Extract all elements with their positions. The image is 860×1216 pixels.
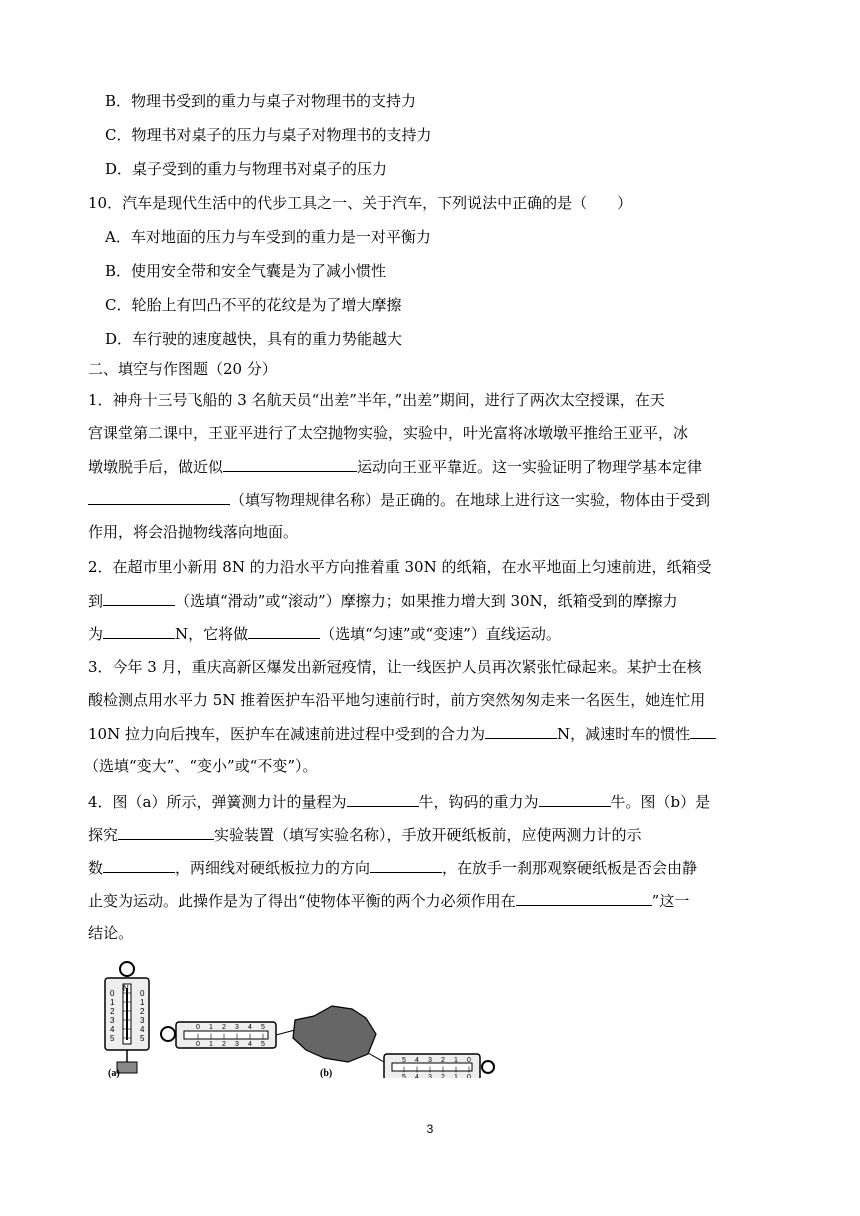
f4-line5: 结论。 <box>88 924 134 942</box>
scale-tick-label: 5 <box>261 1024 265 1031</box>
q10-option-a: A．车对地面的压力与车受到的重力是一对平衡力 <box>105 228 431 246</box>
scale-tick-label: 0 <box>110 989 115 998</box>
scale-tick-label: 5 <box>402 1074 406 1078</box>
scale-tick-label: 1 <box>454 1074 458 1078</box>
f4-line3 <box>88 856 697 879</box>
spring-scale-figure <box>100 958 500 1078</box>
f2-line3 <box>88 622 561 645</box>
scale-tick-label: 1 <box>209 1041 213 1048</box>
f1-line2: 宫课堂第二课中，王亚平进行了太空抛物实验，实验中，叶光富将冰墩墩平推给王亚平，冰 <box>88 424 689 442</box>
f1-text-3a: 墩墩脱手后，做近似 <box>88 458 224 476</box>
answer-blank[interactable] <box>88 488 230 505</box>
f4-line4 <box>88 889 689 912</box>
answer-blank[interactable] <box>103 622 175 639</box>
scale-tick-label: 3 <box>428 1074 432 1078</box>
page-number: 3 <box>426 1122 434 1136</box>
f4-text-1b: 牛，钩码的重力为 <box>418 793 539 811</box>
q10-stem: 10．汽车是现代生活中的代步工具之一、关于汽车，下列说法中正确的是（ ） <box>88 194 633 212</box>
answer-blank[interactable] <box>539 790 611 807</box>
answer-blank[interactable] <box>516 889 652 906</box>
answer-blank[interactable] <box>690 722 716 739</box>
scale-tick-label: 4 <box>110 1025 115 1034</box>
scale-tick-label: 4 <box>415 1057 419 1064</box>
f4-text-3a: 数 <box>88 859 104 877</box>
f3-line2: 酸检测点用水平力 5N 推着医护车沿平地匀速前行时，前方突然匆匆走来一名医生，她连忙用 <box>88 691 706 709</box>
f4-text-1c: 牛。图（b）是 <box>610 793 711 811</box>
f4-text-2a: 探究 <box>88 826 119 844</box>
f3-line4: （选填“变大”、“变小”或“不变”）。 <box>84 757 318 775</box>
f4-text-1a: 4．图（a）所示，弹簧测力计的量程为 <box>88 793 347 811</box>
scale-tick-label: 4 <box>140 1025 145 1034</box>
scale-tick-label: 2 <box>222 1024 226 1031</box>
f2-line2 <box>88 589 678 612</box>
cardboard <box>293 1006 376 1062</box>
f1-line1: 1．神舟十三号飞船的 3 名航天员“出差”半年，”出差”期间，进行了两次太空授课，在天 <box>88 391 665 409</box>
scale-tick-label: 3 <box>235 1024 239 1031</box>
scale-tick-label: 4 <box>248 1024 252 1031</box>
f2-line1: 2．在超市里小新用 8N 的力沿水平方向推着重 30N 的纸箱，在水平地面上匀速前进，纸箱受 <box>88 558 712 576</box>
scale-tick-label: 1 <box>110 998 115 1007</box>
q10-option-c: C．轮胎上有凹凸不平的花纹是为了增大摩擦 <box>105 296 402 314</box>
f3-line3 <box>88 722 716 745</box>
f4-text-3b: ，两细线对硬纸板拉力的方向 <box>175 859 371 877</box>
answer-blank[interactable] <box>118 823 214 840</box>
scale-tick-label: 1 <box>209 1024 213 1031</box>
scale-tick-label: 3 <box>110 1016 115 1025</box>
q9-option-b: B．物理书受到的重力与桌子对物理书的支持力 <box>105 92 417 110</box>
scale-tick-label: 0 <box>196 1024 200 1031</box>
f1-line4 <box>88 488 710 511</box>
scale-tick-label: 5 <box>402 1057 406 1064</box>
answer-blank[interactable] <box>223 455 357 472</box>
scale-tick-label: 3 <box>140 1016 145 1025</box>
f1-text-3b: 运动向王亚平靠近。这一实验证明了物理学基本定律 <box>357 458 703 476</box>
f2-text-3a: 为 <box>88 625 104 643</box>
f4-line1 <box>88 790 710 813</box>
scale-tick-label: 0 <box>140 989 145 998</box>
q10-option-d: D．车行驶的速度越快，具有的重力势能越大 <box>105 330 403 348</box>
answer-blank[interactable] <box>370 856 442 873</box>
scale-tick-label: 5 <box>261 1041 265 1048</box>
f4-line2 <box>88 823 642 846</box>
answer-blank[interactable] <box>248 622 320 639</box>
answer-blank[interactable] <box>347 790 419 807</box>
f1-line3 <box>88 455 702 478</box>
scale-tick-label: 2 <box>441 1074 445 1078</box>
f3-text-3b: N，减速时车的惯性 <box>556 725 691 743</box>
q9-option-d: D．桌子受到的重力与物理书对桌子的压力 <box>105 160 388 178</box>
scale-tick-label: 2 <box>441 1057 445 1064</box>
scale-tick-label: 3 <box>235 1041 239 1048</box>
scale-tick-label: 1 <box>454 1057 458 1064</box>
scale-tick-label: 4 <box>415 1074 419 1078</box>
scale-tick-label: 0 <box>196 1041 200 1048</box>
answer-blank[interactable] <box>485 722 557 739</box>
f1-line5: 作用，将会沿抛物线落向地面。 <box>88 523 299 541</box>
hook-weight <box>117 1062 137 1073</box>
f2-text-2a: 到 <box>88 592 104 610</box>
answer-blank[interactable] <box>103 589 175 606</box>
scale-tick-label: 0 <box>467 1057 471 1064</box>
scale-tick-label: 2 <box>140 1007 145 1016</box>
figure-label-a: (a) <box>108 1068 120 1078</box>
f4-text-3c: ，在放手一刹那观察硬纸板是否会由静 <box>442 859 698 877</box>
f2-text-3c: （选填“匀速”或“变速”）直线运动。 <box>320 625 561 643</box>
scale-tick-label: 4 <box>248 1041 252 1048</box>
answer-blank[interactable] <box>103 856 175 873</box>
scale-tick-label: 2 <box>222 1041 226 1048</box>
f2-text-3b: N，它将做 <box>175 625 249 643</box>
f1-text-4: （填写物理规律名称）是正确的。在地球上进行这一实验，物体由于受到 <box>230 491 711 509</box>
f2-text-2b: （选填“滑动”或“滚动”）摩擦力；如果推力增大到 30N，纸箱受到的摩擦力 <box>175 592 678 610</box>
scale-tick-label: 5 <box>140 1034 145 1043</box>
q10-option-b: B．使用安全带和安全气囊是为了减小惯性 <box>105 262 387 280</box>
spring-scale-a <box>105 962 149 1073</box>
scale-tick-label: 3 <box>428 1057 432 1064</box>
scale-unit-a: N <box>123 984 129 993</box>
f4-text-4a: 止变为运动。此操作是为了得出“使物体平衡的两个力必须作用在 <box>88 892 516 910</box>
scale-tick-label: 0 <box>467 1074 471 1078</box>
f3-text-3a: 10N 拉力向后拽车，医护车在减速前进过程中受到的合力为 <box>88 725 485 743</box>
f4-text-4b: ”这一 <box>651 892 690 910</box>
f3-line1: 3．今年 3 月，重庆高新区爆发出新冠疫情，让一线医护人员再次紧张忙碌起来。某护士在核 <box>88 658 702 676</box>
scale-tick-label: 1 <box>140 998 145 1007</box>
q9-option-c: C．物理书对桌子的压力与桌子对物理书的支持力 <box>105 126 432 144</box>
figure-label-b: (b) <box>320 1068 333 1078</box>
scale-tick-label: 2 <box>110 1007 115 1016</box>
section-heading: 二、填空与作图题（20 分） <box>88 360 277 378</box>
scale-tick-label: 5 <box>110 1034 115 1043</box>
f4-text-2b: 实验装置（填写实验名称），手放开硬纸板前，应使两测力计的示 <box>214 826 642 844</box>
